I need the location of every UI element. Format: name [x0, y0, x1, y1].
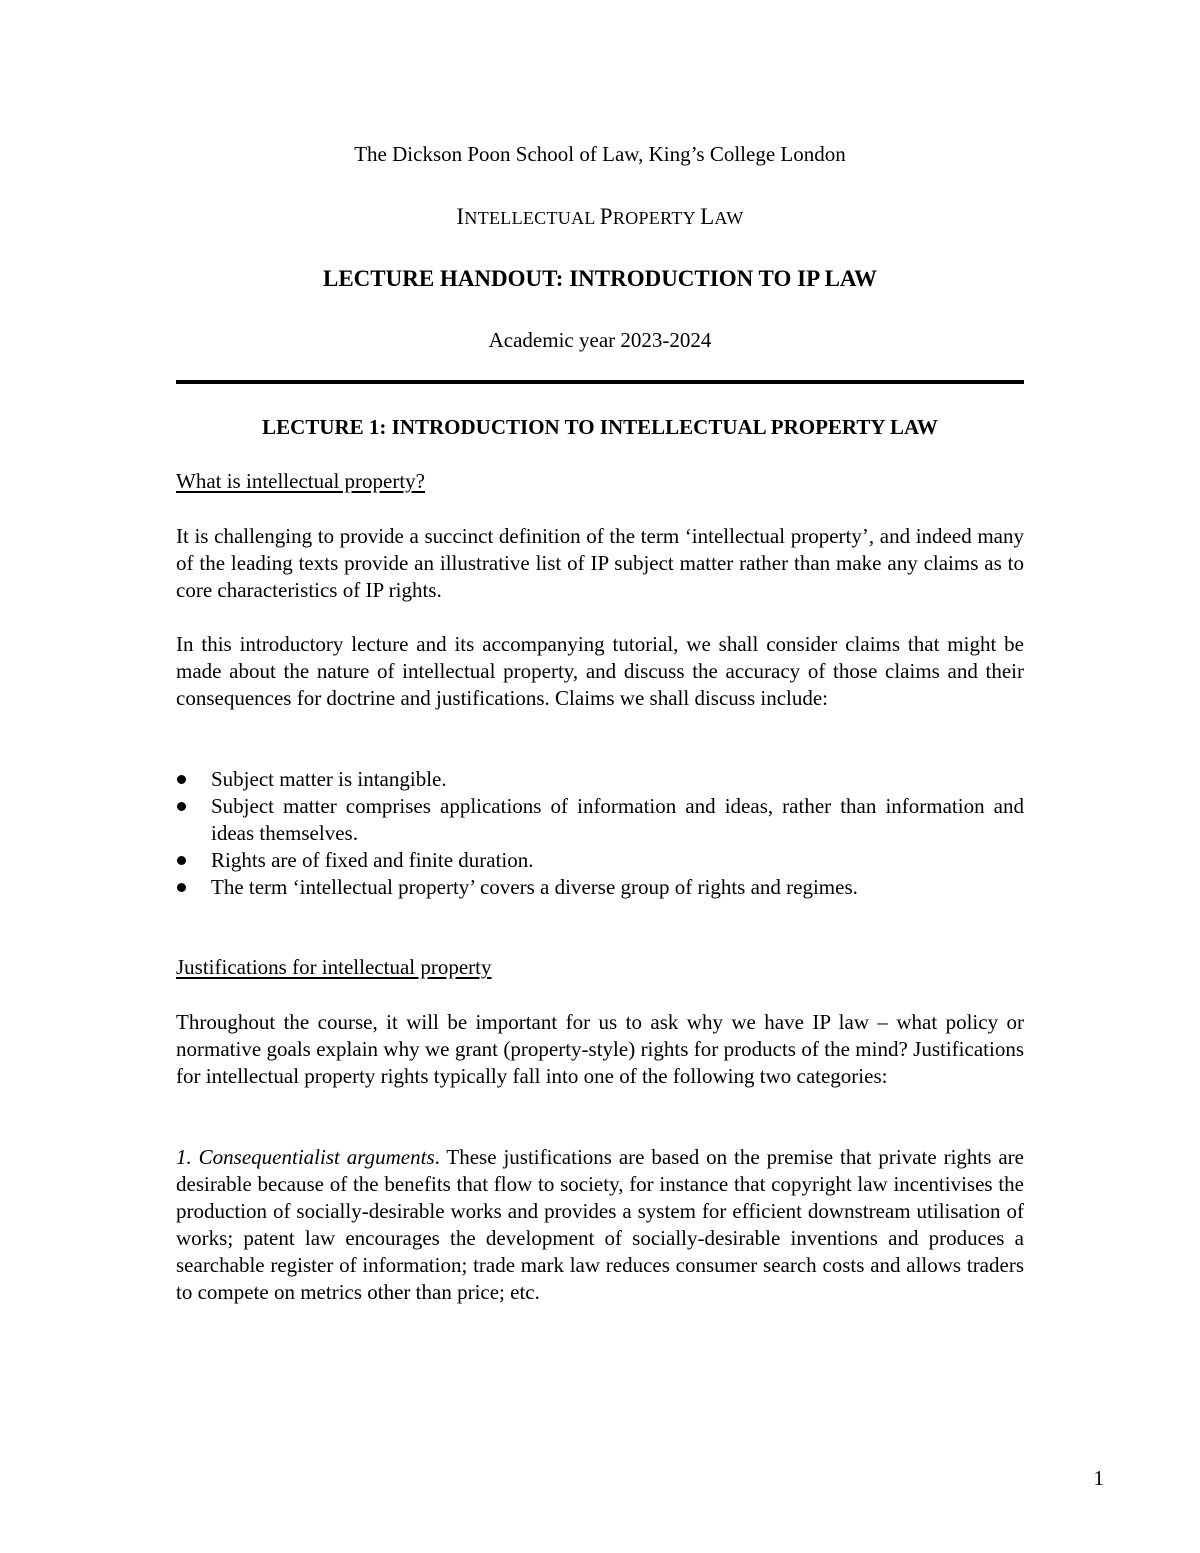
list-item-text: Subject matter is intangible.: [211, 767, 447, 791]
paragraph-consequentialist: [176, 1144, 1024, 1306]
page-number: 1: [1093, 1466, 1104, 1490]
handout-title: LECTURE HANDOUT: INTRODUCTION TO IP LAW: [322, 266, 877, 291]
list-item: [176, 793, 1024, 847]
list-item-text: The term ‘intellectual property’ covers a diverse group of rights and regimes.: [211, 875, 858, 899]
bullet-icon: [177, 802, 186, 811]
section-heading-justifications: Justifications for intellectual property: [176, 955, 492, 979]
header-divider: [176, 380, 1024, 384]
section-heading-what-is-ip: What is intellectual property?: [176, 469, 425, 493]
course-title-word-3: AW: [714, 208, 744, 228]
list-item: [176, 847, 1024, 874]
lecture-title: LECTURE 1: INTRODUCTION TO INTELLECTUAL PROPERTY LAW: [262, 415, 938, 439]
paragraph-introductory-lecture: In this introductory lecture and its accompanying tutorial, we shall consider claims that might be made about the nature of intellectual property, and discuss the accuracy of those claims and their consequences for doctrine and justifications. Claims we shall discuss include:: [176, 632, 1024, 710]
course-title-initial-l: L: [700, 204, 715, 229]
course-title-initial-p: P: [599, 204, 613, 229]
claims-list: [176, 766, 1024, 901]
bullet-icon: [177, 775, 186, 784]
bullet-icon: [177, 856, 186, 865]
institution-name: The Dickson Poon School of Law, King’s College London: [354, 142, 846, 166]
paragraph-throughout-course: Throughout the course, it will be important for us to ask why we have IP law – what policy or normative goals explain why we grant (property-style) rights for products of the mind? Justifications for intellectual property rights typically fall into one of the following two categories:: [176, 1010, 1024, 1088]
course-title-word-2: ROPERTY: [612, 208, 701, 228]
list-item-text: Rights are of fixed and finite duration.: [211, 848, 534, 872]
course-title-initial-i: I: [456, 204, 465, 229]
list-item-text: Subject matter comprises applications of information and ideas, rather than information and ideas themselves.: [211, 794, 1024, 845]
course-title: [176, 204, 1024, 230]
paragraph-definition: It is challenging to provide a succinct definition of the term ‘intellectual property’, and indeed many of the leading texts provide an illustrative list of IP subject matter rather than make any claims as to core characteristics of IP rights.: [176, 524, 1024, 602]
list-item: [176, 766, 1024, 793]
consequentialist-lead: 1. Consequentialist arguments: [176, 1145, 435, 1169]
bullet-icon: [177, 883, 186, 892]
list-item: [176, 874, 1024, 901]
course-title-word-1: NTELLECTUAL: [464, 208, 600, 228]
academic-year: Academic year 2023-2024: [488, 328, 712, 352]
consequentialist-body: . These justifications are based on the premise that private rights are desirable because of the benefits that flow to society, for instance that copyright law incentivises the production of socially-desirable works and provides a system for efficient downstream utilisation of works; patent law encourages the development of socially-desirable inventions and produces a searchable register of information; trade mark law reduces consumer search costs and allows traders to compete on metrics other than price; etc.: [176, 1145, 1024, 1304]
